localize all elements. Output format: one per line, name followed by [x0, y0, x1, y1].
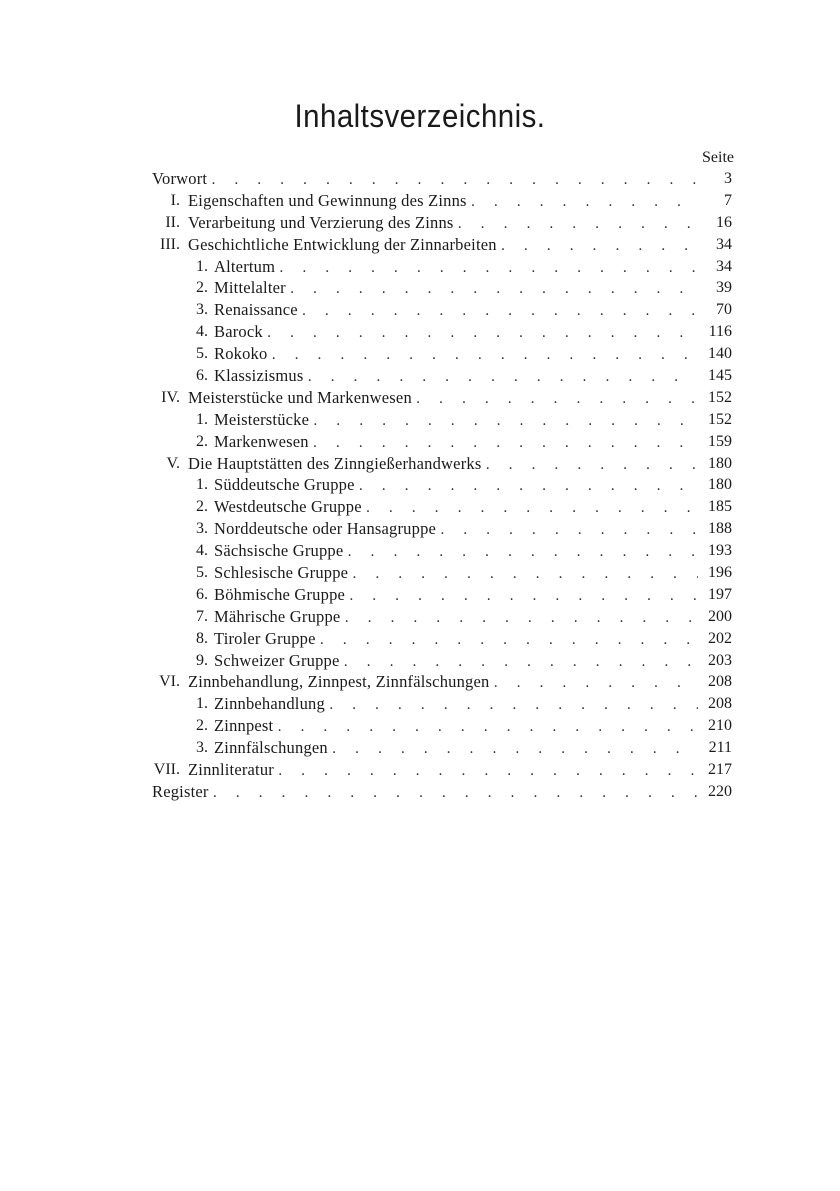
- dot-leader: [501, 236, 698, 258]
- toc-entry-label: Norddeutsche oder Hansagruppe: [214, 519, 437, 539]
- dot-leader: [332, 739, 698, 761]
- toc-entry-label: Zinnpest: [214, 716, 274, 736]
- toc-entry-label: Vorwort: [152, 169, 208, 188]
- toc-entry-page: 202: [708, 629, 732, 647]
- dot-leader: [279, 258, 698, 280]
- toc-entry-label-wrap: [214, 518, 698, 542]
- dot-leader: [416, 389, 698, 411]
- dot-leader: [313, 411, 698, 433]
- toc-entry-label: Schweizer Gruppe: [214, 650, 340, 670]
- toc-entry-label-wrap: [214, 365, 698, 389]
- toc-entry: [0, 693, 840, 715]
- toc-entry-label: Rokoko: [214, 344, 268, 364]
- toc-entry: [0, 737, 840, 759]
- dot-leader: [366, 498, 698, 520]
- toc-entry-page: 140: [708, 345, 732, 363]
- toc-entry: [0, 387, 840, 409]
- toc-entry: [0, 628, 840, 650]
- toc-entry-label: Meisterstücke und Markenwesen: [188, 387, 412, 407]
- toc-entry-number: II.: [165, 213, 180, 231]
- toc-entry-label-wrap: [188, 453, 698, 477]
- dot-leader: [493, 673, 698, 695]
- toc-entry-number: 2.: [196, 498, 208, 516]
- toc-entry: [0, 431, 840, 453]
- toc-entry-label: Westdeutsche Gruppe: [214, 497, 362, 517]
- toc-entry: [0, 343, 840, 365]
- toc-entry-label: Geschichtliche Entwicklung der Zinnarbeiten: [188, 234, 497, 254]
- toc-entry-label-wrap: [214, 321, 698, 345]
- toc-entry-label-wrap: [214, 540, 698, 564]
- toc-entry-label: Eigenschaften und Gewinnung des Zinns: [188, 190, 467, 210]
- dot-leader: [349, 586, 698, 608]
- toc-entry-page: 34: [716, 257, 732, 275]
- toc-entry-label-wrap: [214, 628, 698, 652]
- toc-entry-number: 5.: [196, 564, 208, 582]
- toc-entry-number: 3.: [196, 520, 208, 538]
- toc-entry-number: 2.: [196, 432, 208, 450]
- toc-entry-label: Zinnfälschungen: [214, 738, 328, 758]
- toc-entry-page: 203: [708, 651, 732, 669]
- toc-entry: [0, 671, 840, 693]
- toc-entry-page: 200: [708, 607, 732, 625]
- toc-entry-label-wrap: [214, 650, 698, 674]
- toc-entry-label: Böhmische Gruppe: [214, 584, 346, 604]
- dot-leader: [278, 761, 698, 783]
- dot-leader: [344, 652, 698, 674]
- toc-entry-number: VI.: [159, 673, 180, 691]
- toc-entry-label: Schlesische Gruppe: [214, 563, 349, 583]
- toc-entry-number: 1.: [196, 257, 208, 275]
- toc-entry-label-wrap: [214, 606, 698, 630]
- toc-entry-number: 4.: [196, 323, 208, 341]
- dot-leader: [267, 323, 698, 345]
- toc-entry-number: 4.: [196, 542, 208, 560]
- toc-entry-label-wrap: [214, 737, 698, 761]
- toc-entry-label: Register: [152, 781, 209, 801]
- toc-entry: [0, 212, 840, 234]
- dot-leader: [344, 608, 698, 630]
- toc-entry-page: 208: [708, 673, 732, 691]
- toc-entry: [0, 715, 840, 737]
- toc-entry-label: Verarbeitung und Verzierung des Zinns: [188, 212, 454, 232]
- toc-entry-label: Zinnbehandlung, Zinnpest, Zinnfälschungen: [188, 672, 490, 692]
- dot-leader: [458, 214, 698, 236]
- toc-entry-label: Klassizismus: [214, 366, 304, 386]
- toc-entry: [0, 781, 840, 803]
- dot-leader: [320, 630, 698, 652]
- toc-entry-label-wrap: [214, 496, 698, 520]
- table-of-contents: [0, 168, 840, 803]
- toc-entry: [0, 365, 840, 387]
- toc-entry: [0, 190, 840, 212]
- toc-entry-number: 2.: [196, 717, 208, 735]
- toc-entry-label-wrap: [214, 584, 698, 608]
- toc-entry-label: Tiroler Gruppe: [214, 628, 316, 648]
- dot-leader: [271, 345, 698, 367]
- toc-entry-label-wrap: [214, 431, 698, 455]
- dot-leader: [485, 455, 698, 477]
- toc-entry: [0, 168, 840, 190]
- toc-entry-label: Sächsische Gruppe: [214, 541, 344, 561]
- toc-entry-number: 1.: [196, 410, 208, 428]
- toc-entry-page: 217: [708, 761, 732, 779]
- toc-entry: [0, 540, 840, 562]
- toc-entry: [0, 321, 840, 343]
- toc-entry-label-wrap: [214, 715, 698, 739]
- toc-entry-number: 3.: [196, 301, 208, 319]
- toc-entry-number: VII.: [153, 761, 180, 779]
- toc-entry-number: 5.: [196, 345, 208, 363]
- dot-leader: [302, 301, 698, 323]
- toc-entry-page: 220: [708, 782, 732, 800]
- toc-entry-label-wrap: [152, 168, 698, 192]
- toc-entry-label: Altertum: [214, 256, 276, 276]
- toc-entry-page: 34: [716, 235, 732, 253]
- toc-entry-page: 3: [724, 170, 732, 187]
- toc-entry-label: Süddeutsche Gruppe: [214, 475, 355, 495]
- toc-entry: [0, 650, 840, 672]
- toc-entry-number: V.: [166, 454, 180, 472]
- toc-entry-page: 180: [708, 476, 732, 494]
- toc-entry-label-wrap: [188, 234, 698, 258]
- toc-entry-label-wrap: [214, 693, 698, 717]
- dot-leader: [313, 433, 698, 455]
- toc-entry-label-wrap: [214, 474, 698, 498]
- toc-entry-number: 6.: [196, 585, 208, 603]
- toc-entry-label-wrap: [214, 409, 698, 433]
- toc-entry-number: 7.: [196, 607, 208, 625]
- toc-entry-label-wrap: [188, 190, 698, 214]
- toc-entry: [0, 518, 840, 540]
- toc-entry-label-wrap: [188, 671, 698, 695]
- toc-entry: [0, 409, 840, 431]
- toc-entry-label: Mährische Gruppe: [214, 606, 341, 626]
- toc-entry-page: 197: [708, 585, 732, 603]
- toc-entry-label-wrap: [214, 277, 698, 301]
- toc-entry-label-wrap: [214, 256, 698, 280]
- toc-entry-label-wrap: [188, 387, 698, 411]
- toc-entry: [0, 256, 840, 278]
- toc-entry-label: Renaissance: [214, 300, 298, 320]
- dot-leader: [347, 542, 698, 564]
- toc-entry-label: Barock: [214, 322, 263, 342]
- toc-entry: [0, 299, 840, 321]
- toc-entry-page: 16: [716, 213, 732, 231]
- toc-entry-number: 6.: [196, 367, 208, 385]
- toc-entry-number: I.: [170, 191, 180, 209]
- toc-entry: [0, 759, 840, 781]
- toc-entry-page: 7: [724, 191, 732, 209]
- toc-entry: [0, 234, 840, 256]
- toc-entry: [0, 453, 840, 475]
- page-title: Inhaltsverzeichnis.: [294, 98, 546, 134]
- toc-entry-number: 8.: [196, 629, 208, 647]
- toc-entry-label-wrap: [214, 343, 698, 367]
- toc-entry-page: 188: [708, 520, 732, 538]
- toc-entry-page: 145: [708, 367, 732, 385]
- toc-entry-number: 9.: [196, 651, 208, 669]
- toc-entry-label-wrap: [188, 212, 698, 236]
- dot-leader: [352, 564, 698, 586]
- toc-entry-page: 210: [708, 717, 732, 735]
- dot-leader: [359, 476, 698, 498]
- toc-entry-page: 185: [708, 498, 732, 516]
- toc-entry-page: 196: [708, 564, 732, 582]
- toc-entry-label: Markenwesen: [214, 431, 309, 451]
- toc-entry: [0, 474, 840, 496]
- toc-entry-label: Zinnliteratur: [188, 760, 274, 780]
- toc-entry: [0, 277, 840, 299]
- dot-leader: [471, 192, 698, 214]
- toc-entry-number: IV.: [161, 388, 180, 406]
- toc-entry-page: 116: [708, 323, 732, 341]
- dot-leader: [277, 717, 698, 739]
- toc-entry-page: 193: [708, 542, 732, 560]
- toc-entry: [0, 496, 840, 518]
- toc-entry-page: 211: [708, 739, 732, 757]
- toc-entry-label-wrap: [214, 299, 698, 323]
- toc-entry: [0, 562, 840, 584]
- toc-entry-label: Die Hauptstätten des Zinngießerhandwerks: [188, 453, 482, 473]
- toc-entry-label-wrap: [214, 562, 698, 586]
- toc-entry-label: Zinnbehandlung: [214, 694, 325, 714]
- toc-entry-label-wrap: [188, 759, 698, 783]
- toc-entry-page: 180: [708, 454, 732, 472]
- toc-entry-page: 159: [708, 432, 732, 450]
- page-column-label: Seite: [702, 149, 734, 166]
- toc-entry-number: 2.: [196, 279, 208, 297]
- toc-entry-number: 3.: [196, 739, 208, 757]
- toc-entry-page: 39: [716, 279, 732, 297]
- dot-leader: [329, 695, 698, 717]
- toc-entry-page: 152: [708, 410, 732, 428]
- toc-entry-page: 152: [708, 388, 732, 406]
- toc-entry-label: Mittelalter: [214, 278, 286, 298]
- toc-entry-number: III.: [160, 235, 180, 253]
- toc-entry: [0, 606, 840, 628]
- dot-leader: [440, 520, 698, 542]
- toc-entry-label-wrap: [152, 781, 698, 805]
- toc-entry-number: 1.: [196, 476, 208, 494]
- dot-leader: [307, 367, 698, 389]
- dot-leader: [213, 783, 698, 805]
- toc-entry-label: Meisterstücke: [214, 409, 310, 429]
- toc-entry-page: 208: [708, 695, 732, 713]
- toc-entry-page: 70: [716, 301, 732, 319]
- toc-entry-number: 1.: [196, 695, 208, 713]
- toc-entry: [0, 584, 840, 606]
- dot-leader: [211, 170, 698, 192]
- dot-leader: [290, 279, 698, 301]
